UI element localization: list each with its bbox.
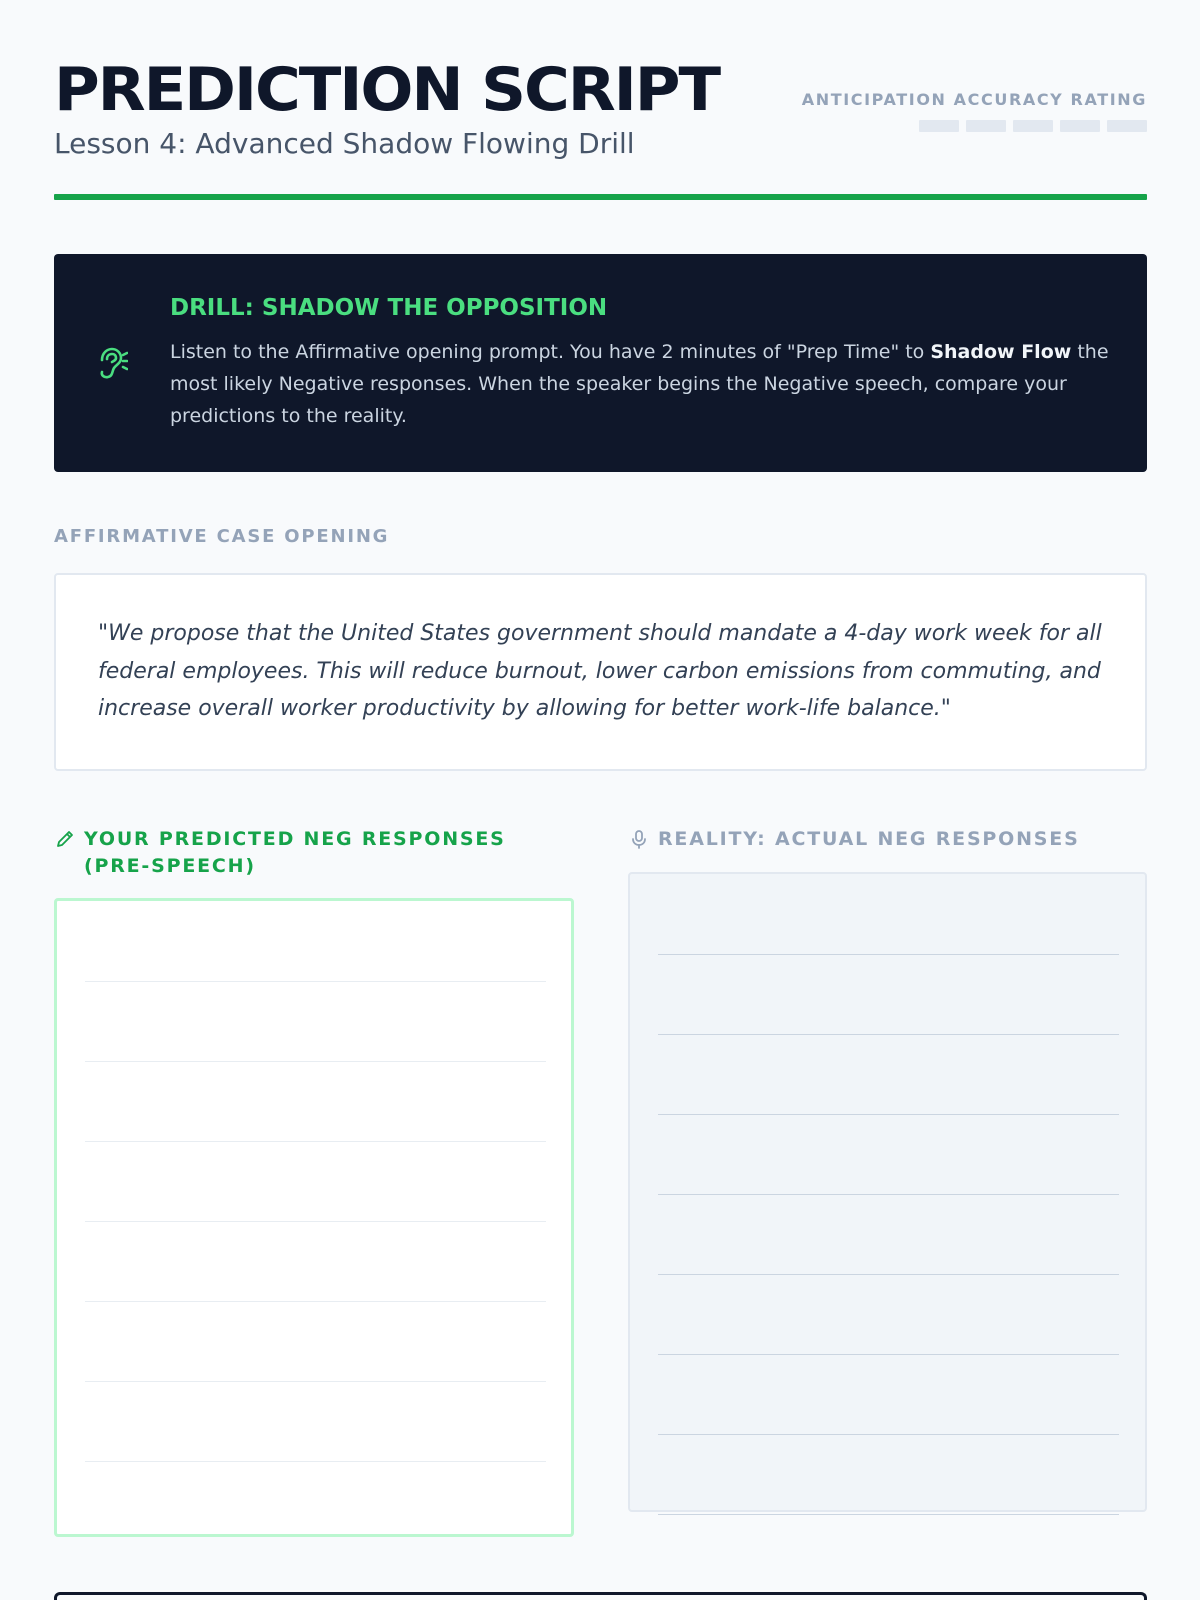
header	[54, 56, 1147, 202]
reality-label: REALITY: ACTUAL NEG RESPONSES	[658, 828, 1080, 850]
header-divider	[54, 194, 1147, 200]
microphone-icon	[628, 828, 650, 850]
writing-line	[85, 1221, 546, 1222]
rating-box[interactable]	[1060, 120, 1100, 132]
writing-line	[658, 1274, 1119, 1275]
writing-line	[85, 981, 546, 982]
writing-line	[658, 1194, 1119, 1195]
rating-box[interactable]	[919, 120, 959, 132]
writing-line	[658, 1034, 1119, 1035]
reality-responses-area[interactable]	[628, 872, 1147, 1512]
writing-line	[85, 1381, 546, 1382]
next-section-edge	[54, 1592, 1147, 1600]
drill-text-part: the most likely Negative responses. When the speaker begins the Negative speech, compare your predictions to the reality.	[170, 341, 1109, 427]
affirmative-quote: "We propose that the United States government should mandate a 4-day work week for all federal employees. This will reduce burnout, lower carbon emissions from commuting, and increase overall worker productivity by allowing for better work-life balance."	[98, 621, 1102, 721]
affirmative-label: AFFIRMATIVE CASE OPENING	[54, 526, 390, 547]
drill-text	[170, 336, 1110, 432]
drill-title: DRILL: SHADOW THE OPPOSITION	[170, 295, 608, 321]
rating-box[interactable]	[966, 120, 1006, 132]
writing-line	[658, 1514, 1119, 1515]
rating-label: ANTICIPATION ACCURACY RATING	[801, 90, 1147, 109]
page-subtitle: Lesson 4: Advanced Shadow Flowing Drill	[54, 127, 635, 160]
writing-line	[658, 1114, 1119, 1115]
page-title: PREDICTION SCRIPT	[54, 55, 719, 125]
writing-line	[658, 1354, 1119, 1355]
reality-header	[628, 826, 1148, 853]
pencil-icon	[54, 828, 76, 850]
drill-instructions	[54, 254, 1147, 472]
writing-line	[658, 954, 1119, 955]
drill-text-bold: Shadow Flow	[930, 341, 1072, 363]
predicted-responses-area[interactable]	[54, 898, 574, 1537]
drill-text-part: Listen to the Affirmative opening prompt. You have 2 minutes of "Prep Time" to	[170, 341, 931, 363]
writing-line	[85, 1141, 546, 1142]
writing-line	[85, 1461, 546, 1462]
ear-icon	[94, 346, 128, 380]
rating-box[interactable]	[1013, 120, 1053, 132]
rating-box[interactable]	[1107, 120, 1147, 132]
affirmative-case-box	[54, 573, 1147, 771]
writing-line	[85, 1061, 546, 1062]
writing-line	[658, 1434, 1119, 1435]
predicted-header	[54, 826, 574, 880]
worksheet-page	[54, 0, 1147, 1600]
predicted-label: YOUR PREDICTED NEG RESPONSES (PRE-SPEECH)	[84, 828, 506, 877]
rating-boxes	[802, 120, 1147, 132]
accuracy-rating	[802, 90, 1147, 132]
writing-line	[85, 1301, 546, 1302]
